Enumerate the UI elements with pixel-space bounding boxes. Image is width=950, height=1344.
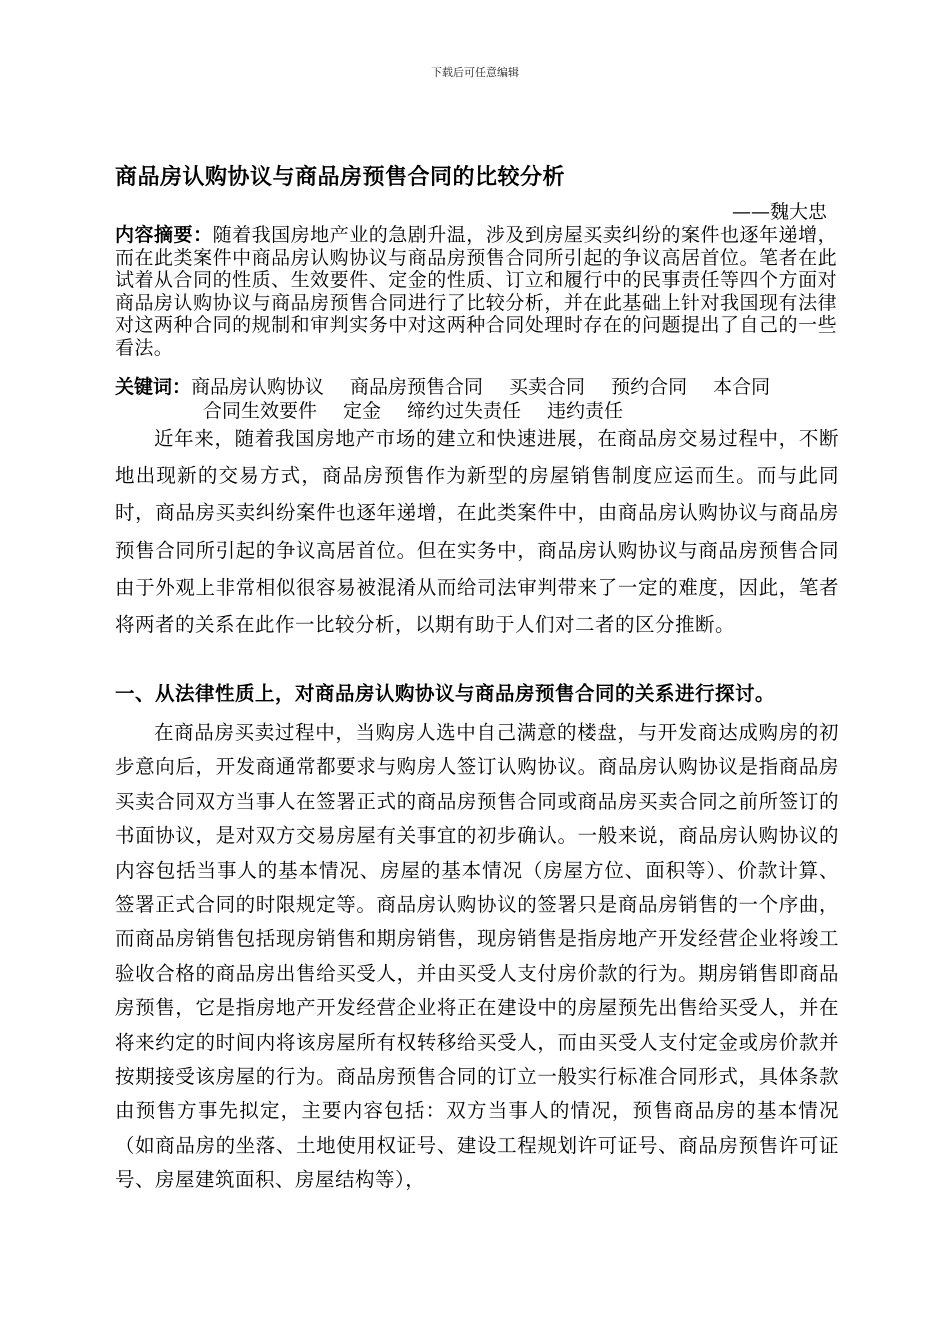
- section-paragraph: 在商品房买卖过程中，当购房人选中自己满意的楼盘，与开发商达成购房的初步意向后，开发商通常都要求与购房人签订认购协议。商品房认购协议是指商品房买卖合同双方当事人在签署正式的商品房预售合同或商品房买卖合同之前所签订的书面协议，是对双方交易房屋有关事宜的初步确认。一般来说，商品房认购协议的内容包括当事人的基本情况、房屋的基本情况（房屋方位、面积等）、价款计算、签署正式合同的时限规定等。商品房认购协议的签署只是商品房销售的一个序曲，而商品房销售包括现房销售和期房销售，现房销售是指房地产开发经营企业将竣工验收合格的商品房出售给买受人，并由买受人支付房价款的行为。期房销售即商品房预售，它是指房地产开发经营企业将正在建设中的房屋预先出售给买受人，并在将来约定的时间内将该房屋所有权转移给买受人，而由买受人支付定金或房价款并按期接受该房屋的行为。商品房预售合同的订立一般实行标准合同形式，具体条款由预售方事先拟定，主要内容包括：双方当事人的情况，预售商品房的基本情况（如商品房的坐落、土地使用权证号、建设工程规划许可证号、商品房预售许可证号、房屋建筑面积、房屋结构等），: [115, 721, 839, 1192]
- keyword-item: 违约责任: [547, 400, 624, 422]
- page-header: 下载后可任意编辑: [431, 66, 519, 79]
- keyword-item: 缔约过失责任: [407, 400, 522, 422]
- keyword-item: 商品房认购协议: [191, 376, 325, 398]
- intro-paragraph: 近年来，随着我国房地产市场的建立和快速进展，在商品房交易过程中，不断地出现新的交易方式，商品房预售作为新型的房屋销售制度应运而生。而与此同时，商品房买卖纠纷案件也逐年递增，在此类案件中，由商品房认购协议与商品房预售合同所引起的争议高居首位。但在实务中，商品房认购协议与商品房预售合同由于外观上非常相似很容易被混淆从而给司法审判带来了一定的难度，因此，笔者将两者的关系在此作一比较分析，以期有助于人们对二者的区分推断。: [115, 427, 839, 637]
- abstract-text: 随着我国房地产业的急剧升温，涉及到房屋买卖纠纷的案件也逐年递增，而在此类案件中商品房认购协议与商品房预售合同所引起的争议高居首位。笔者在此试着从合同的性质、生效要件、定金的性质、订立和履行中的民事责任等四个方面对商品房认购协议与商品房预售合同进行了比较分析，并在此基础上针对我国现有法律对这两种合同的规制和审判实务中对这两种合同处理时存在的问题提出了自己的一些看法。: [115, 224, 837, 359]
- abstract-label: 内容摘要：: [115, 224, 213, 246]
- keyword-item: 本合同: [713, 376, 771, 398]
- keywords-block: [115, 375, 840, 423]
- abstract-block: [115, 224, 837, 359]
- keyword-item: 预约合同: [611, 376, 688, 398]
- keywords-label: 关键词：: [115, 376, 192, 398]
- author-line: ——魏大忠: [731, 201, 827, 223]
- keyword-item: 买卖合同: [509, 376, 586, 398]
- keyword-item: 定金: [343, 400, 382, 422]
- document-title: 商品房认购协议与商品房预售合同的比较分析: [115, 165, 566, 190]
- keyword-item: 商品房预售合同: [350, 376, 484, 398]
- section-heading: 一、从法律性质上，对商品房认购协议与商品房预售合同的关系进行探讨。: [115, 682, 776, 705]
- keyword-item: 合同生效要件: [203, 400, 318, 422]
